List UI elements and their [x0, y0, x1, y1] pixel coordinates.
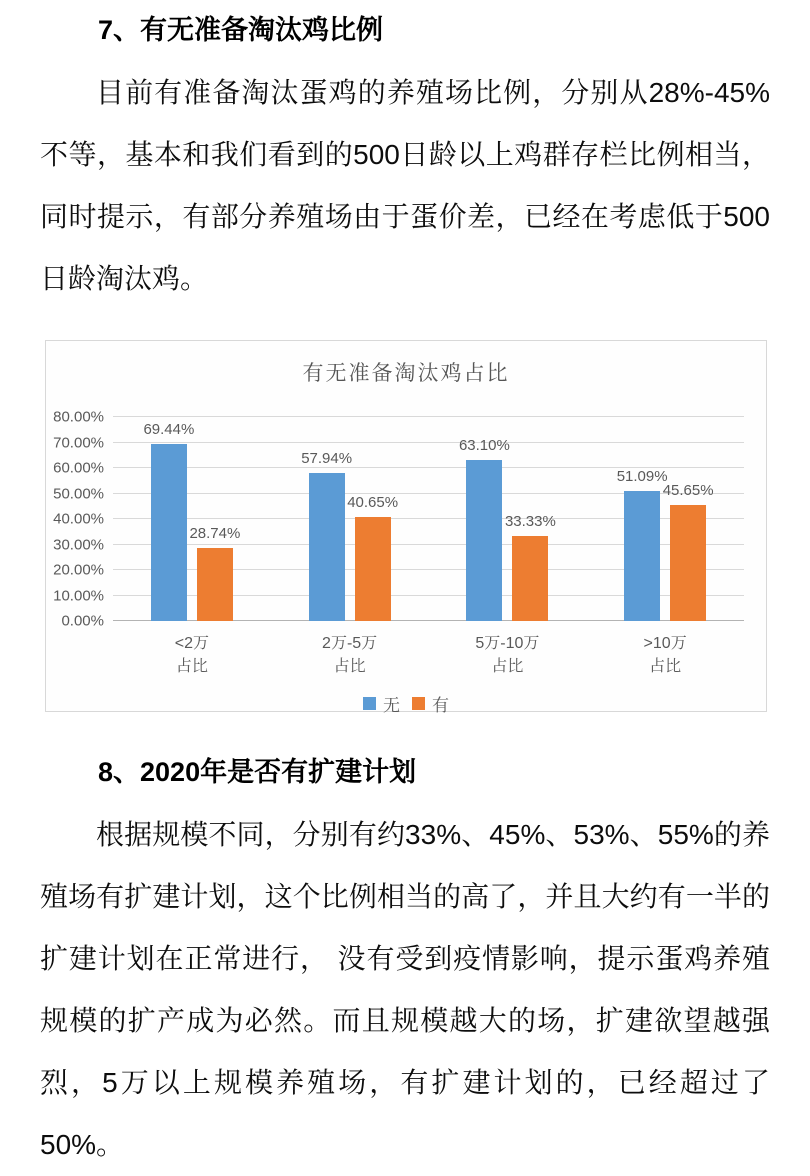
bar-无 — [458, 437, 510, 621]
bar-group — [271, 417, 429, 621]
section-7-paragraph: 目前有准备淘汰蛋鸡的养殖场比例，分别从28%-45%不等，基本和我们看到的500日龄以上鸡群存栏比例相当，同时提示，有部分养殖场由于蛋价差，已经在考虑低于500日龄淘汰鸡。 — [40, 77, 770, 294]
bar-value-label: 40.65% — [347, 494, 399, 512]
x-axis-labels — [113, 621, 744, 678]
legend-swatch-icon — [363, 697, 376, 710]
bar-value-label: 69.44% — [143, 420, 195, 438]
bar-group — [113, 417, 271, 621]
y-axis-tick-label: 60.00% — [53, 459, 104, 477]
bar-无 — [143, 420, 195, 621]
legend-item — [363, 691, 400, 716]
y-axis-tick-label: 30.00% — [53, 536, 104, 553]
bar-chart-panel — [45, 340, 767, 715]
bar-value-label: 57.94% — [301, 450, 353, 468]
section-7-heading: 7、有无准备淘汰鸡比例 — [98, 15, 384, 45]
bar-value-label: 33.33% — [504, 513, 556, 531]
section-8-paragraph: 根据规模不同，分别有约33%、45%、53%、55%的养殖场有扩建计划，这个比例相当的高了，并且大约有一半的扩建计划在正常进行， 没有受到疫情影响，提示蛋鸡养殖规模的扩产成为必然。而且规模越大的场，扩建欲望越强烈，5万以上规模养殖场，有扩建计划的，已经超过了50%。 — [40, 819, 770, 1160]
bar-slot — [616, 417, 668, 621]
bar-group — [586, 417, 744, 621]
y-axis-tick-label: 50.00% — [53, 485, 104, 502]
bar-value-label: 63.10% — [458, 437, 510, 455]
bar-slot — [347, 417, 399, 621]
x-axis-category-label: 5万-10万 占比 — [475, 635, 540, 675]
bar-slot — [662, 417, 714, 621]
bar-无 — [616, 467, 668, 621]
bar-slot — [458, 417, 510, 621]
bar-group — [429, 417, 587, 621]
x-axis-category-label: 2万-5万 占比 — [322, 635, 378, 675]
bar-无 — [301, 450, 353, 621]
bar-groups — [113, 417, 744, 621]
chart-title: 有无准备淘汰鸡占比 — [302, 362, 510, 385]
bar-有 — [662, 481, 714, 621]
y-axis-tick-label: 0.00% — [61, 612, 104, 630]
bar-slot — [189, 417, 241, 621]
bar-slot — [143, 417, 195, 621]
chart-plot-area — [53, 408, 744, 630]
y-axis-tick-label: 10.00% — [53, 587, 104, 604]
section-8-heading: 8、2020年是否有扩建计划 — [98, 757, 417, 787]
legend-label: 无 — [383, 696, 400, 715]
bar-value-label: 51.09% — [616, 467, 668, 485]
bar-slot — [504, 417, 556, 621]
legend-item — [412, 691, 449, 716]
y-axis-tick-label: 80.00% — [53, 408, 104, 426]
y-axis-tick-label: 70.00% — [53, 434, 104, 451]
bar-value-label: 28.74% — [189, 524, 241, 542]
y-axis-tick-label: 20.00% — [53, 561, 104, 579]
bar-有 — [189, 524, 241, 621]
legend-swatch-icon — [412, 697, 425, 710]
chart-legend — [46, 691, 766, 716]
bar-slot — [301, 417, 353, 621]
bar-有 — [347, 494, 399, 621]
bar-value-label: 45.65% — [662, 481, 714, 499]
bar-有 — [504, 513, 556, 621]
x-axis-category-label: >10万 占比 — [643, 635, 687, 675]
y-axis-tick-label: 40.00% — [53, 510, 104, 528]
legend-label: 有 — [432, 696, 449, 715]
x-axis-category-label: <2万 占比 — [174, 635, 209, 675]
